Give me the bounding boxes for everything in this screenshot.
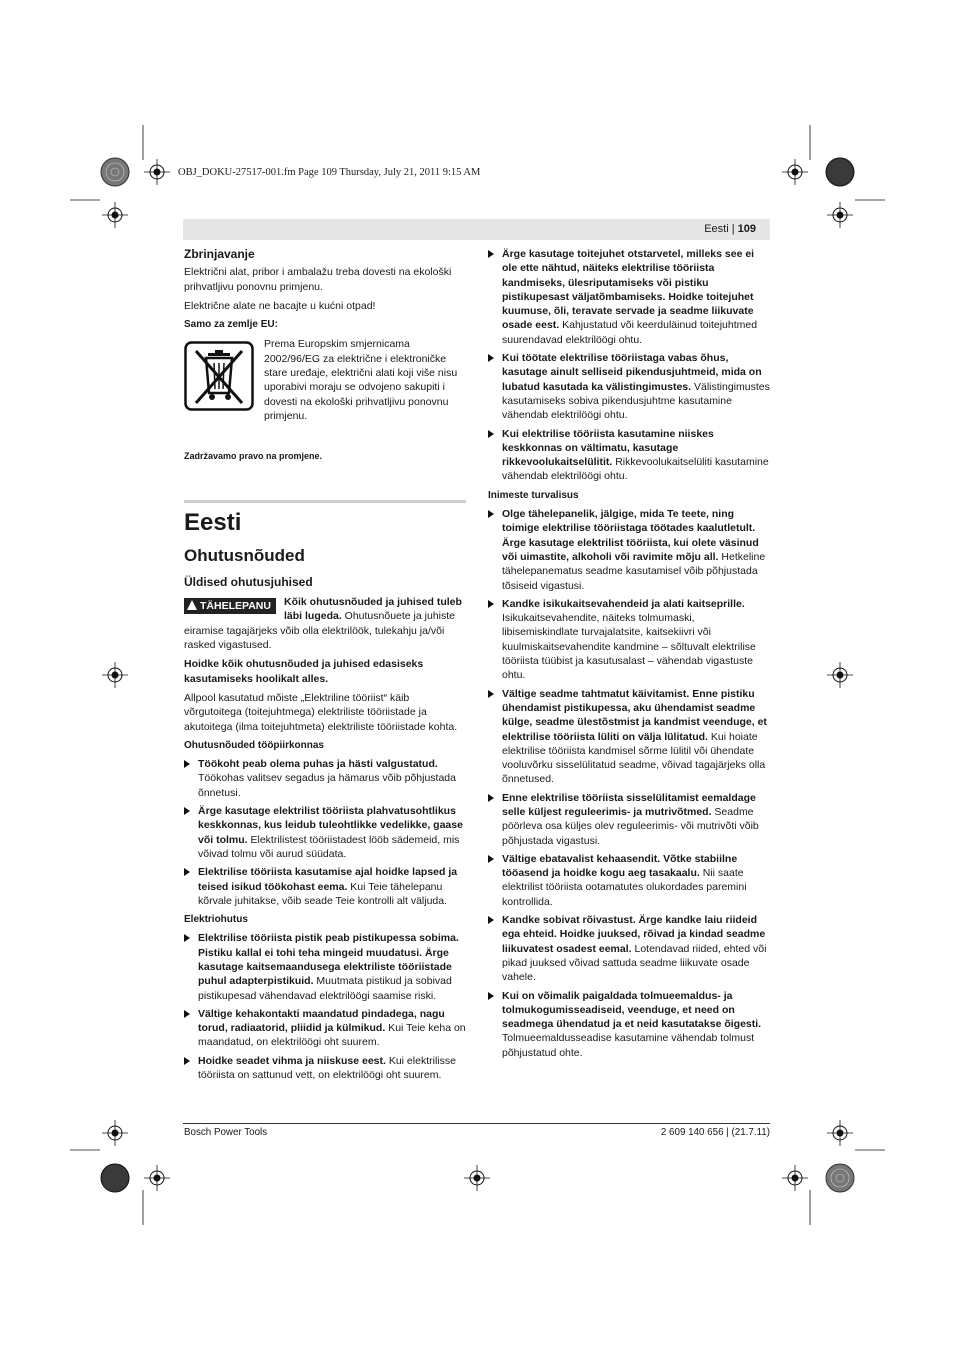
item-bold: Kui on võimalik paigaldada tolmueemaldus- ja tolmukogumisseadiseid, veenduge, et need on seadmega ühendatud ja et neid kasutatakse õigesti. — [502, 989, 762, 1031]
item-bold: Ärge kasutage elektrilist tööriista plahvatusohtlikus keskkonnas, kus leidub tuleohtlikke vedelikke, gaase või tolmu. — [198, 805, 463, 846]
item-text: Kui hoiate elektrilise tööriista kandmisel sõrme lülitil või ühendate vooluvõrku sisselülitatud seadme, võivad tagajärjeks olla õnnetused. — [502, 730, 766, 786]
item-bold: Vältige ebatavalist kehaasendit. Võtke stabiilne tööasend ja hoidke kogu aeg tasakaalu. — [502, 852, 738, 880]
file-info-header: OBJ_DOKU-27517-001.fm Page 109 Thursday, July 21, 2011 9:15 AM — [178, 167, 481, 178]
warning-paragraph — [184, 595, 466, 652]
item-text: Muutmata pistikud ja sobivad pistikupesad vähendavad elektrilöögi saamise riski. — [198, 975, 452, 1002]
list-item — [488, 989, 770, 1060]
list-item — [488, 247, 770, 347]
list-item — [488, 351, 770, 422]
item-bold: Elektrilise tööriista pistik peab pistikupessa sobima. Pistiku kallal ei tohi teha mingeid muudatusi. Ärge kasutage kaitsemaandusega elektriliste tööriistade puhul adapterpistikuid. — [198, 932, 459, 988]
item-bold: Enne elektrilise tööriista sisselülitamist eemaldage selle küljest reguleerimis- ja mutrivõtmed. — [502, 791, 756, 818]
disposal-text-2: Električne alate ne bacajte u kućni otpad! — [184, 299, 376, 312]
item-text: Elektrilistest tööriistadest lööb sädemeid, mis võivad tolmu või aurud süüdata. — [198, 833, 460, 860]
item-bold: Vältige seadme tahtmatut käivitamist. Enne pistiku ühendamist pistikupessa, aku ühendamist seadme külge, seadme ülestõstmist ja kandmist veenduge, et elektrilise tööriista lüliti on välja lülitatud. — [502, 687, 767, 743]
electric-heading: Elektriohutus — [184, 914, 248, 926]
eu-directive-text: Prema Europskim smjernicama 2002/96/EG za električne i elektroničke stare uređaje, električni alati koji više nisu uporabivi moraju se odvojeno sakupiti i dovesti na ekološki prihvatljivu ponovnu primjenu. — [264, 338, 458, 422]
bullet-arrow-icon — [488, 600, 494, 608]
disposal-heading: Zbrinjavanje — [184, 247, 255, 261]
general-safety-heading: Üldised ohutusjuhised — [184, 574, 313, 589]
bullet-arrow-icon — [488, 992, 494, 1000]
warning-label: TÄHELEPANU — [200, 600, 271, 613]
list-item — [488, 913, 770, 984]
list-item — [488, 852, 770, 909]
safety-heading: Ohutusnõuded — [184, 545, 305, 565]
definition-text: Allpool kasutatud mõiste „Elektriline tööriist“ käib võrgutoitega (toitejuhtmega) elektriliste tööriistade ja akutoitega (ilma toitejuhtmeta) elektriliste tööriistade kohta. — [184, 691, 458, 733]
item-text: Tolmueemaldusseadise kasutamine vähendab tolmust põhjustatud ohte. — [502, 1032, 755, 1059]
item-bold: Kandke sobivat rõivastust. Ärge kandke laiu riideid ega ehteid. Hoidke juuksed, rõivad ja kindad seadme liikuvatest osadest eemal. — [502, 914, 766, 955]
item-bold: Elektrilise tööriista kasutamise ajal hoidke lapsed ja teised isikud töökohast eema. — [198, 866, 458, 893]
disposal-text-1: Električni alat, pribor i ambalažu treba dovesti na ekološki prihvatljivu ponovnu primjenu. — [184, 266, 452, 293]
list-item — [488, 791, 770, 848]
bullet-arrow-icon — [184, 1057, 190, 1065]
left-column — [184, 247, 466, 1086]
footer-doc-number: 2 609 140 656 | (21.7.11) — [660, 1127, 770, 1138]
list-item — [488, 507, 770, 593]
eu-notice — [184, 337, 466, 423]
page-number: 109 — [737, 223, 756, 235]
list-item — [488, 687, 770, 787]
page-header-bar — [183, 219, 770, 240]
bullet-arrow-icon — [184, 760, 190, 768]
item-bold: Kandke isikukaitsevahendeid ja alati kaitseprille. — [502, 597, 745, 610]
section-divider — [184, 500, 466, 503]
bullet-arrow-icon — [488, 794, 494, 802]
item-text: Isikukaitsevahendite, näiteks tolmumaski, libisemiskindlate turvajalatsite, kaitsekiivri või kuulmiskaitsevahendite kandmine – sõltuvalt elektrilise tööriista tüübist ja kasutusalast – vähendab vigastuste ohtu. — [502, 612, 756, 682]
bullet-arrow-icon — [184, 934, 190, 942]
item-text: Lotendavad riided, ehted või pikad juuksed võivad sattuda seadme liikuvate osade vahele. — [502, 942, 767, 984]
workplace-heading: Ohutusnõuded tööpiirkonnas — [184, 739, 324, 751]
list-item — [184, 804, 466, 861]
item-bold: Olge tähelepanelik, jälgige, mida Te teete, ning toimige elektrilise tööriistaga töötades kaalutletult. Ärge kasutage elektrilist tööriista, kui olete väsinud või uimastite, alkoholi või ravimite mõju all. — [502, 508, 759, 563]
item-bold: Kui töötate elektrilise tööriistaga vabas õhus, kasutage ainult selliseid pikendusjuhtmeid, mida on lubatud kasutada ka välistingimustes. — [502, 352, 762, 393]
personal-safety-heading: Inimeste turvalisus — [488, 489, 579, 501]
item-text: Kui Teie keha on maandatud, on elektrilöögi oht suurem. — [198, 1022, 466, 1049]
warning-badge — [184, 598, 276, 614]
item-bold: Kui elektrilise tööriista kasutamine niiskes keskkonnas on vältimatu, kasutage rikkevoolukaitselülitit. — [502, 427, 714, 469]
reserve-notice: Zadržavamo pravo na promjene. — [184, 451, 323, 462]
right-column — [488, 247, 770, 1064]
item-bold: Hoidke seadet vihma ja niiskuse eest. — [198, 1054, 386, 1067]
warning-bold: Kõik ohutusnõuded ja juhised tuleb läbi lugeda. — [283, 596, 462, 623]
item-text: Kui elektrilisse tööriista on sattunud vett, on elektrilöögi oht suurem. — [198, 1054, 456, 1082]
warning-triangle-icon — [187, 600, 197, 610]
list-item — [184, 865, 466, 908]
list-item — [184, 757, 466, 800]
item-text: Seadme pöörleva osa küljes olev reguleerimis- või mutrivõti võib põhjustada vigastusi. — [502, 805, 759, 847]
bullet-arrow-icon — [488, 855, 494, 863]
section-name: Eesti — [704, 223, 729, 235]
item-text: Kahjustatud või keerduläinud toitejuhtmed suurendavad elektrilöögi ohtu. — [502, 319, 758, 346]
list-item — [184, 1007, 466, 1050]
footer-brand: Bosch Power Tools — [184, 1127, 268, 1138]
eu-heading: Samo za zemlje EU: — [184, 319, 278, 331]
footer-rule — [183, 1123, 770, 1124]
item-text: Rikkevoolukaitselüliti kasutamine vähendab elektrilöögi ohtu. — [502, 456, 769, 483]
language-heading: Eesti — [184, 508, 242, 536]
warning-text: Ohutusnõuete ja juhiste eiramise tagajärjeks võib olla elektrilöök, tulekahju ja/või rasked vigastused. — [184, 610, 455, 652]
weee-bin-icon — [184, 341, 254, 411]
list-item — [184, 931, 466, 1002]
bullet-arrow-icon — [488, 430, 494, 438]
bullet-arrow-icon — [184, 807, 190, 815]
bullet-arrow-icon — [488, 510, 494, 518]
item-bold: Töökoht peab olema puhas ja hästi valgustatud. — [198, 758, 438, 771]
item-bold: Vältige kehakontakti maandatud pindadega, nagu torud, radiaatorid, pliidid ja külmikud. — [198, 1007, 445, 1035]
list-item — [488, 427, 770, 484]
bullet-arrow-icon — [488, 916, 494, 924]
item-bold: Ärge kasutage toitejuhet otstarvetel, milleks see ei ole ette nähtud, näiteks elektrilise tööriista kandmiseks, ülesriputamiseks või pistiku pistikupesast väljatõmbamiseks. Hoidke toitejuhet kuumuse, õli, teravate servade ja seadme liikuvate osade eest. — [502, 248, 755, 332]
keep-instructions: Hoidke kõik ohutusnõuded ja juhised edasiseks kasutamiseks hoolikalt alles. — [184, 658, 424, 685]
bullet-arrow-icon — [184, 868, 190, 876]
item-text: Kui Teie tähelepanu kõrvale juhitakse, võib seade Teie kontrolli alt väljuda. — [198, 880, 448, 907]
list-item — [184, 1054, 466, 1083]
item-text: Nii saate elektrilist tööriista ootamatutes olukordades paremini kontrollida. — [502, 867, 747, 908]
bullet-arrow-icon — [488, 690, 494, 698]
item-text: Välistingimustes kasutamiseks sobiva pikendusjuhtme kasutamine vähendab elektrilöögi ohtu. — [502, 380, 770, 422]
item-text: Töökohas valitsev segadus ja hämarus võib põhjustada õnnetusi. — [198, 772, 456, 799]
bullet-arrow-icon — [488, 250, 494, 258]
bullet-arrow-icon — [488, 354, 494, 362]
bullet-arrow-icon — [184, 1010, 190, 1018]
item-text: Hetkeline tähelepanematus seadme kasutamisel võib põhjustada tõsiseid vigastusi. — [502, 550, 766, 592]
list-item — [488, 597, 770, 683]
page-header-label: Eesti | 109 — [704, 223, 756, 235]
